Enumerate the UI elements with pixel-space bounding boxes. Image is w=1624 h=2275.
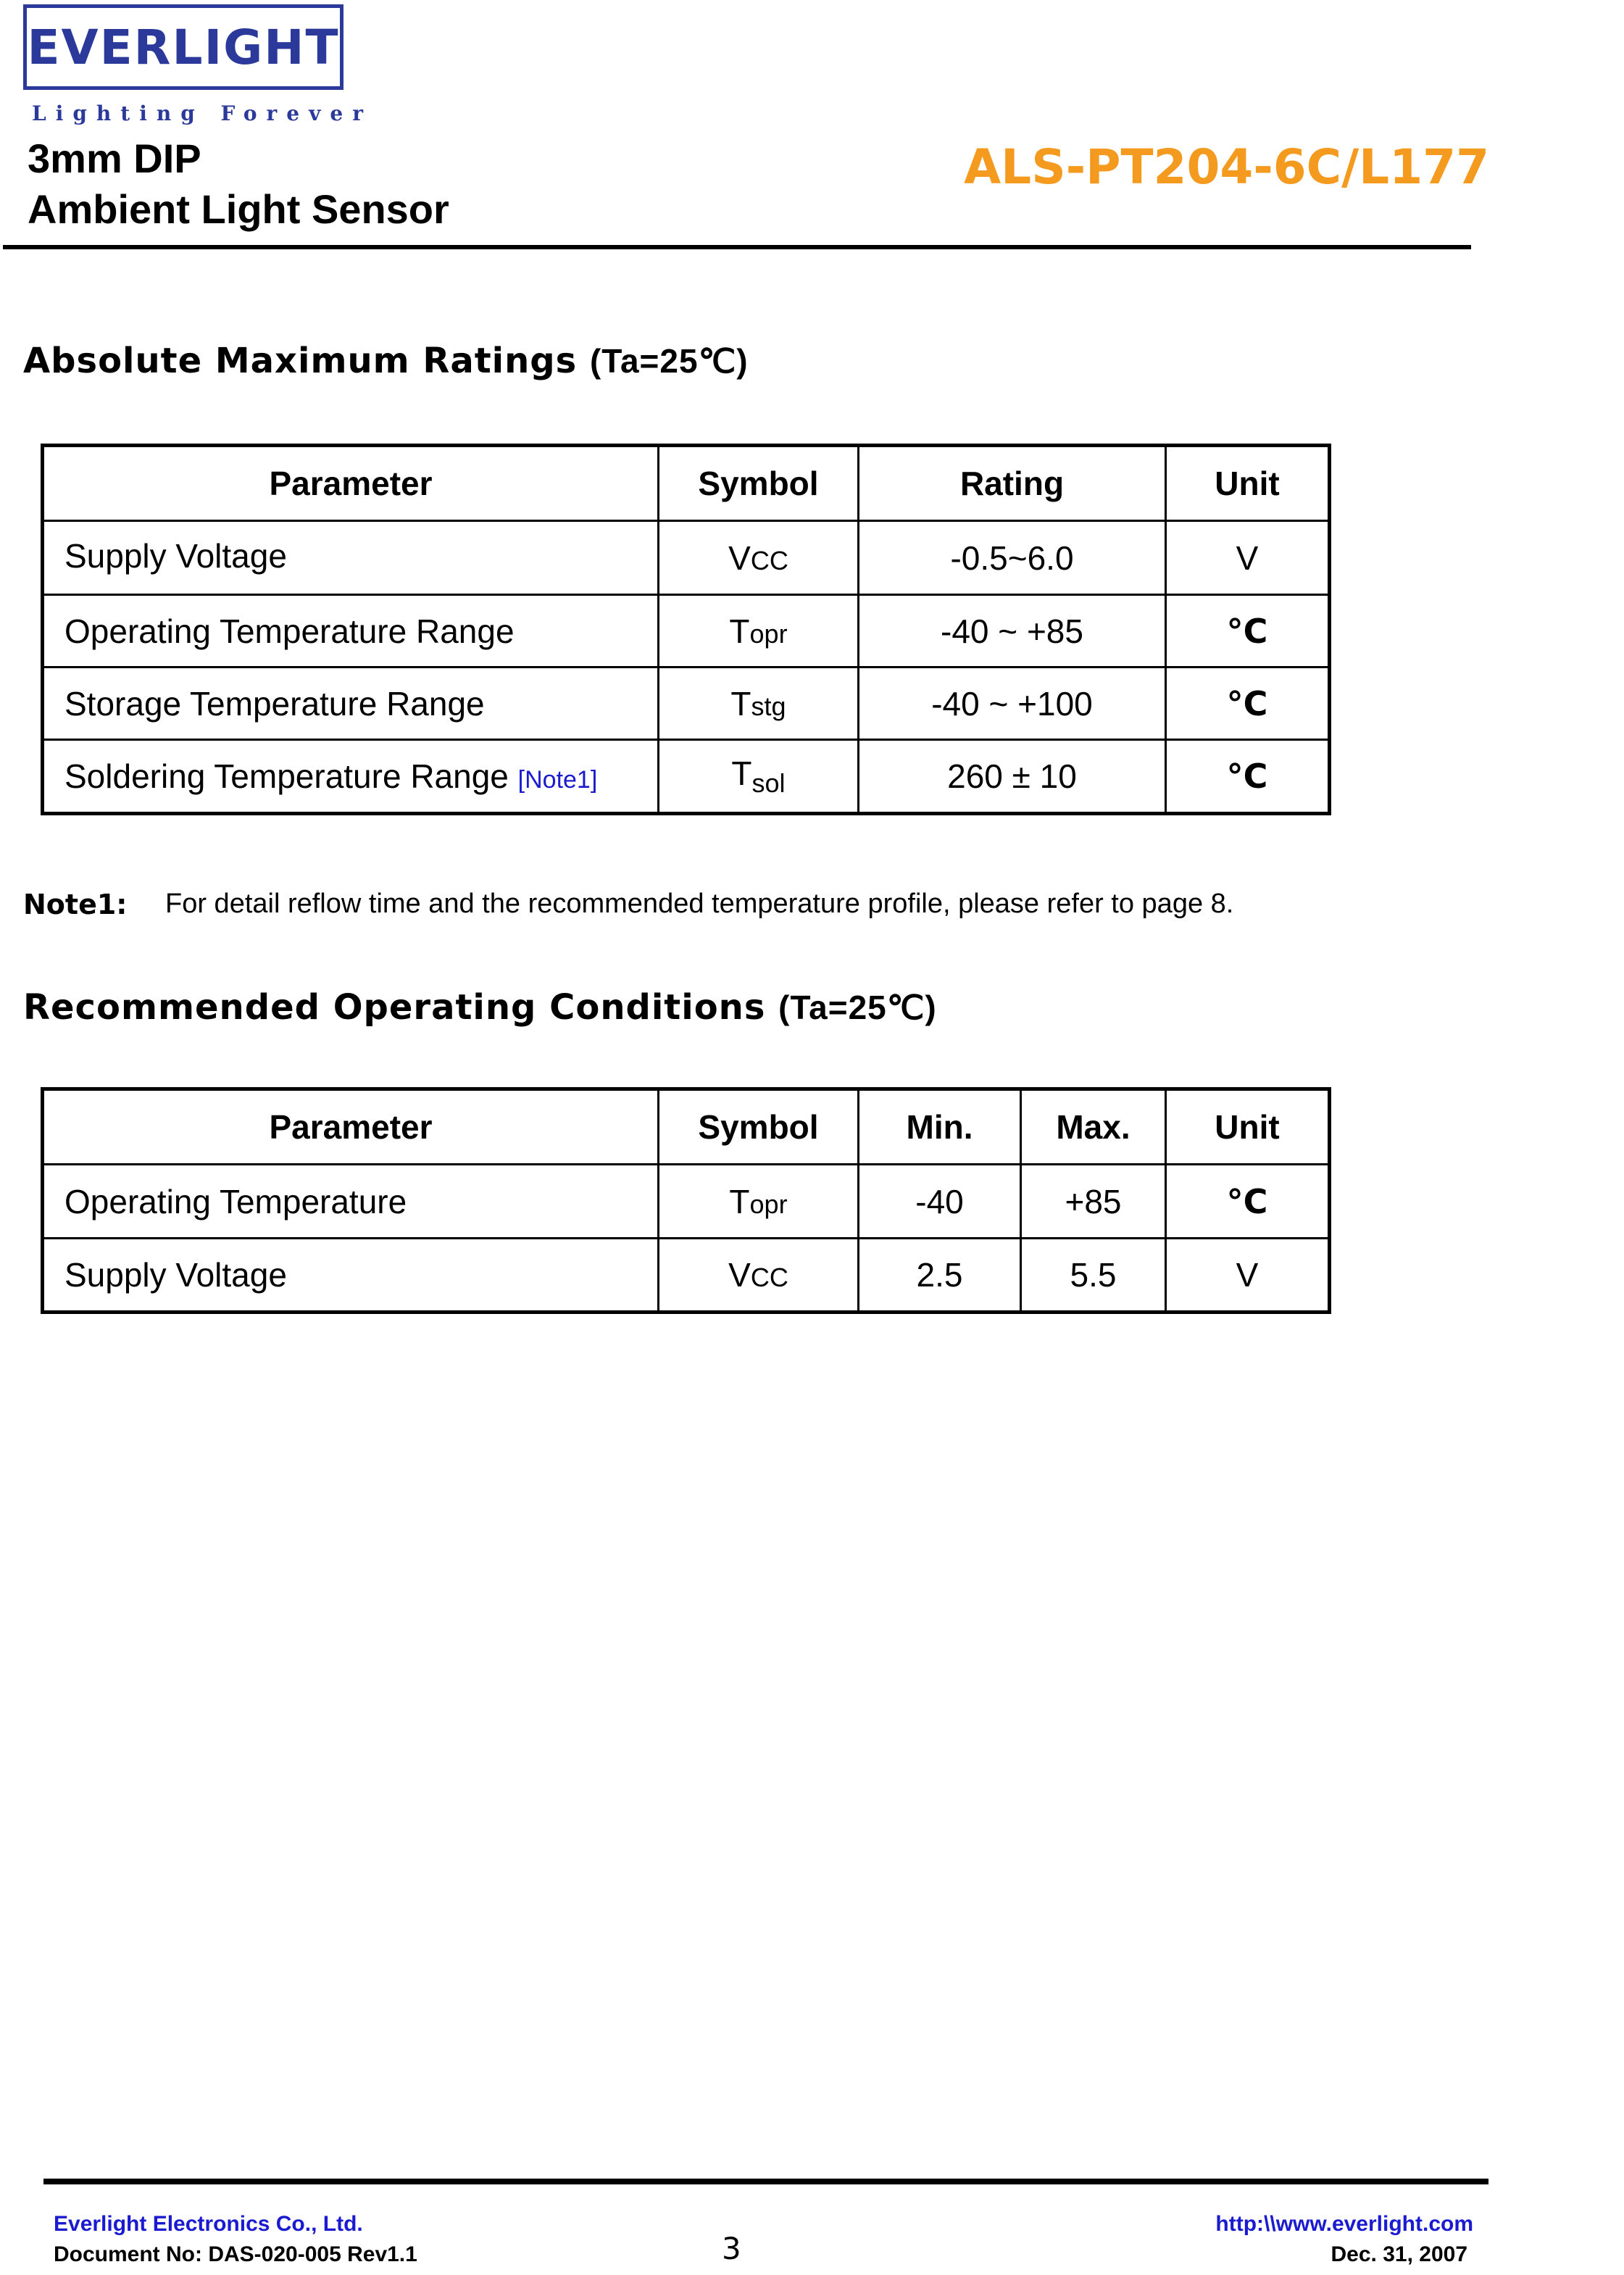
symbol-cell: Topr [659,1165,859,1239]
product-name: Ambient Light Sensor [28,186,449,232]
table-row [43,1165,1330,1239]
max-cell: +85 [1021,1165,1166,1239]
rec-op-heading-text: Recommended Operating Conditions [23,987,766,1028]
symbol-cell: $T_{sol}$ [659,740,859,814]
unit-cell: °C [1166,667,1330,740]
note1-reference: [Note1] [517,766,598,794]
rating-cell: -0.5~6.0 [859,521,1166,595]
note1-text: For detail reflow time and the recommended temperature profile, please refer to page 8. [165,889,1234,919]
symbol-cell: Tstg [659,667,859,740]
page-number: 3 [722,2231,741,2266]
table-row [43,595,1330,667]
abs-max-condition: (Ta=25℃) [589,342,749,380]
abs-max-heading-text: Absolute Maximum Ratings [23,341,578,381]
note1-label: Note1: [23,889,128,920]
rec-op-table [41,1087,1331,1314]
rating-cell: -40 ~ +85 [859,595,1166,667]
min-cell: -40 [859,1165,1021,1239]
everlight-logo: EVERLIGHT [27,19,340,75]
param-cell: Operating Temperature [43,1165,659,1239]
max-cell: 5.5 [1021,1239,1166,1313]
table-row [43,740,1330,814]
table-header-row [43,446,1330,521]
rec-op-condition: (Ta=25℃) [778,989,937,1026]
table-header-row [43,1089,1330,1165]
abs-max-table [41,444,1331,815]
rating-cell: 260 ± 10 [859,740,1166,814]
symbol-cell: VCC [659,1239,859,1313]
symbol-cell: VCC [659,521,859,595]
table-row [43,1239,1330,1313]
min-cell: 2.5 [859,1239,1021,1313]
header-parameter: Parameter [43,446,659,521]
symbol-cell: Topr [659,595,859,667]
header-symbol: Symbol [659,1089,859,1165]
footer-company: Everlight Electronics Co., Ltd. [54,2212,363,2236]
footer-date: Dec. 31, 2007 [1331,2242,1467,2266]
header-symbol: Symbol [659,446,859,521]
product-type: 3mm DIP [28,136,201,181]
unit-cell: °C [1166,1165,1330,1239]
unit-cell: °C [1166,595,1330,667]
param-cell: Soldering Temperature Range [Note1] [43,740,659,814]
footer-document-number: Document No: DAS-020-005 Rev1.1 [54,2242,417,2266]
footer-divider [43,2179,1488,2184]
abs-max-heading [23,341,749,381]
header-parameter: Parameter [43,1089,659,1165]
table-row [43,521,1330,595]
header-rating: Rating [859,446,1166,521]
unit-cell: V [1166,1239,1330,1313]
param-cell: Operating Temperature Range [43,595,659,667]
param-cell: Supply Voltage [43,1239,659,1313]
table-row [43,667,1330,740]
param-cell: Supply Voltage [43,521,659,595]
header-divider [3,245,1471,249]
param-cell: Storage Temperature Range [43,667,659,740]
part-number: ALS-PT204-6C/L177 [964,139,1489,195]
header-max: Max. [1021,1089,1166,1165]
footer-website-link[interactable]: http:\\www.everlight.com [1215,2212,1473,2236]
logo-tagline: Lighting Forever [32,101,372,125]
unit-cell: V [1166,521,1330,595]
header-min: Min. [859,1089,1021,1165]
header-unit: Unit [1166,446,1330,521]
header-unit: Unit [1166,1089,1330,1165]
unit-cell: °C [1166,740,1330,814]
rating-cell: -40 ~ +100 [859,667,1166,740]
rec-op-heading [23,987,937,1028]
